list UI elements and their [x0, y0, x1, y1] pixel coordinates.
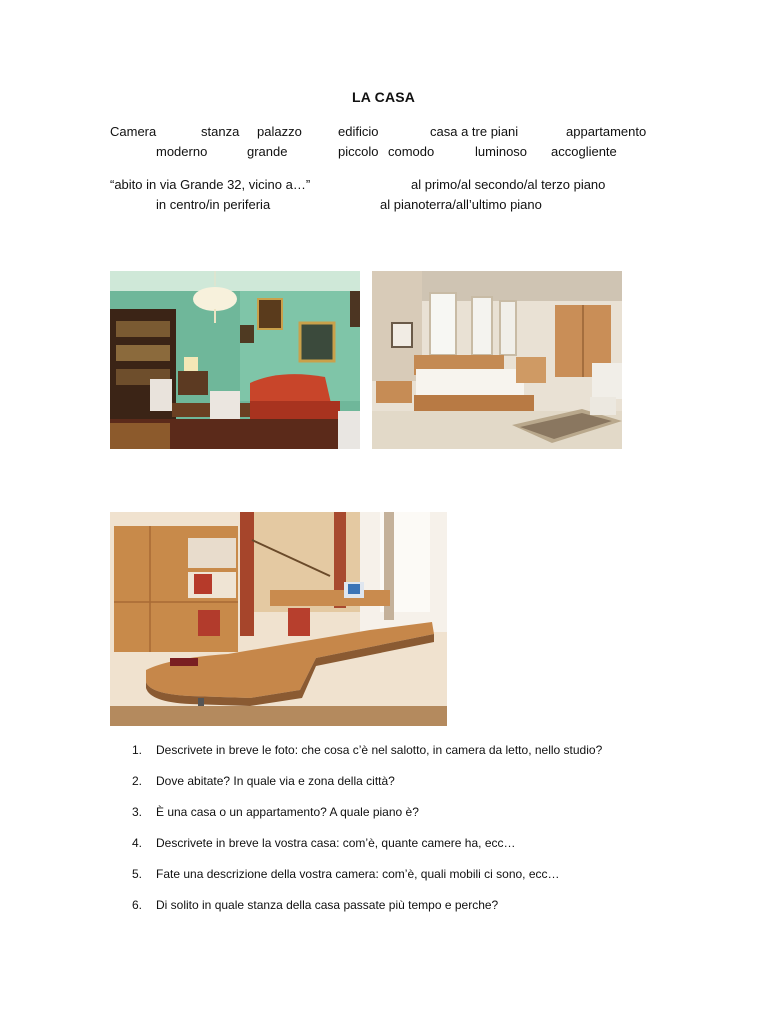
- vocab-word: accogliente: [551, 144, 617, 159]
- page-title: LA CASA: [352, 89, 416, 105]
- question-text: Descrivete in breve le foto: che cosa c’è nel salotto, in camera da letto, nello studio?: [156, 743, 603, 757]
- living-room-photo: [110, 271, 360, 449]
- phrase-location: in centro/in periferia: [156, 197, 271, 212]
- vocab-word: stanza: [201, 124, 240, 139]
- vocab-word: luminoso: [475, 144, 528, 159]
- vocab-word: casa a tre piani: [430, 124, 519, 139]
- question-number: 6.: [132, 898, 143, 912]
- vocab-word: appartamento: [566, 124, 647, 139]
- question-text: È una casa o un appartamento? A quale piano è?: [156, 805, 419, 819]
- question-number: 4.: [132, 836, 143, 850]
- question-text: Fate una descrizione della vostra camera: com’è, quali mobili ci sono, ecc…: [156, 867, 560, 881]
- vocab-word: Camera: [110, 124, 157, 139]
- question-number: 2.: [132, 774, 143, 788]
- question-text: Dove abitate? In quale via e zona della città?: [156, 774, 395, 788]
- question-number: 1.: [132, 743, 143, 757]
- phrase-address: “abito in via Grande 32, vicino a…”: [110, 177, 311, 192]
- vocab-word: moderno: [156, 144, 208, 159]
- vocab-word: edificio: [338, 124, 379, 139]
- bedroom-photo: [372, 271, 622, 449]
- vocab-word: grande: [247, 144, 288, 159]
- vocab-word: palazzo: [257, 124, 302, 139]
- question-number: 3.: [132, 805, 143, 819]
- phrase-floors: al pianoterra/all’ultimo piano: [380, 197, 542, 212]
- vocab-word: comodo: [388, 144, 435, 159]
- study-office-photo: [110, 512, 447, 726]
- question-text: Di solito in quale stanza della casa passate più tempo e perche?: [156, 898, 499, 912]
- question-number: 5.: [132, 867, 143, 881]
- vocab-word: piccolo: [338, 144, 379, 159]
- question-text: Descrivete in breve la vostra casa: com’è, quante camere ha, ecc…: [156, 836, 516, 850]
- phrase-floors: al primo/al secondo/al terzo piano: [411, 177, 606, 192]
